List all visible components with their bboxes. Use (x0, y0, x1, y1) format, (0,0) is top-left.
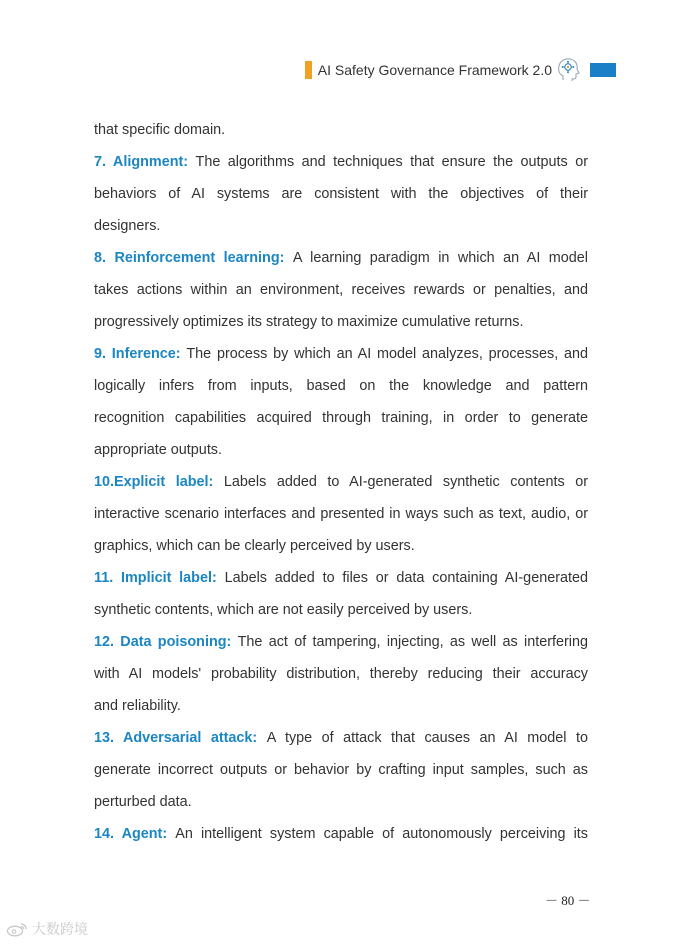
line-text: graphics, which can be clearly perceived by users. (94, 538, 415, 554)
text-line (94, 274, 588, 306)
text-line (94, 658, 588, 690)
text-line (94, 594, 588, 626)
line-text: The process by which an AI model analyzes, processes, and (186, 346, 588, 362)
text-line (94, 306, 588, 338)
text-line (94, 786, 588, 818)
text-line (94, 690, 588, 722)
text-line (94, 722, 588, 754)
brain-head-icon (554, 56, 582, 84)
page-number: － 80 － (545, 893, 591, 908)
line-text: The act of tampering, injecting, as well as interfering (237, 634, 588, 650)
text-line (94, 146, 588, 178)
glossary-term: 12. Data poisoning: (94, 634, 238, 650)
line-text: A type of attack that causes an AI model to (266, 730, 588, 746)
weibo-icon (6, 921, 28, 937)
header-blue-block (590, 63, 616, 77)
line-text: interactive scenario interfaces and presented in ways such as text, audio, or (94, 506, 588, 522)
text-line (94, 626, 588, 658)
text-line (94, 562, 588, 594)
watermark-text: 大数跨境 (32, 921, 88, 937)
watermark (6, 919, 88, 939)
text-line (94, 370, 588, 402)
line-text: perturbed data. (94, 794, 192, 810)
line-text: with AI models' probability distribution, thereby reducing their accuracy (94, 666, 588, 682)
line-text: appropriate outputs. (94, 442, 223, 458)
text-line (94, 498, 588, 530)
text-line (94, 242, 588, 274)
line-text: generate incorrect outputs or behavior by crafting input samples, such as (94, 762, 588, 778)
text-line (94, 210, 588, 242)
text-line (94, 114, 588, 146)
line-text: The algorithms and techniques that ensure the outputs or (195, 154, 588, 170)
glossary-term: 9. Inference: (94, 346, 187, 362)
header-title: AI Safety Governance Framework 2.0 (317, 62, 552, 78)
glossary-term: 10.Explicit label: (94, 474, 224, 490)
line-text: Labels added to AI-generated synthetic contents or (223, 474, 588, 490)
text-line (94, 466, 588, 498)
running-header (305, 58, 616, 82)
line-text: takes actions within an environment, receives rewards or penalties, and (94, 282, 588, 298)
line-text: An intelligent system capable of autonomously perceiving its (175, 826, 588, 842)
glossary-term: 13. Adversarial attack: (94, 730, 267, 746)
line-text: synthetic contents, which are not easily perceived by users. (94, 602, 473, 618)
line-text: recognition capabilities acquired through training, in order to generate (94, 410, 588, 426)
line-text: designers. (94, 218, 161, 234)
glossary-term: 8. Reinforcement learning: (94, 250, 293, 266)
text-line (94, 530, 588, 562)
text-line (94, 338, 588, 370)
line-text: progressively optimizes its strategy to maximize cumulative returns. (94, 314, 524, 330)
body-text (94, 114, 588, 850)
header-accent-bar (305, 61, 312, 79)
line-text: Labels added to files or data containing AI-generated (224, 570, 588, 586)
line-text: logically infers from inputs, based on the knowledge and pattern (94, 378, 588, 394)
glossary-term: 7. Alignment: (94, 154, 196, 170)
line-text: A learning paradigm in which an AI model (292, 250, 588, 266)
text-line (94, 402, 588, 434)
line-text: behaviors of AI systems are consistent with the objectives of their (94, 186, 588, 202)
text-line (94, 754, 588, 786)
line-text: that specific domain. (94, 122, 226, 138)
glossary-term: 14. Agent: (94, 826, 176, 842)
text-line (94, 178, 588, 210)
text-line (94, 434, 588, 466)
glossary-term: 11. Implicit label: (94, 570, 225, 586)
line-text: and reliability. (94, 698, 181, 714)
text-line (94, 818, 588, 850)
